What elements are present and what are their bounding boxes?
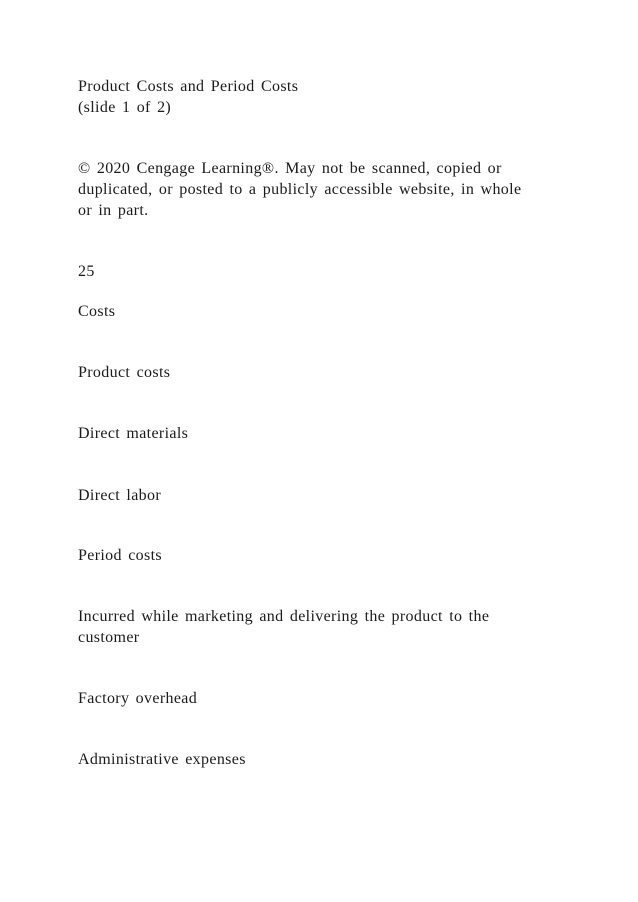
period-desc-line-2: customer (78, 629, 140, 646)
slide-number: 25 (78, 263, 95, 280)
slide-title: Product Costs and Period Costs (78, 78, 299, 95)
slide-subtitle: (slide 1 of 2) (78, 99, 172, 116)
item-period-costs: Period costs (78, 547, 162, 564)
item-administrative-expenses: Administrative expenses (78, 751, 246, 768)
copyright-line-3: or in part. (78, 202, 149, 219)
period-desc-line-1: Incurred while marketing and delivering the product to the (78, 608, 490, 625)
item-costs: Costs (78, 303, 116, 320)
item-direct-materials: Direct materials (78, 425, 189, 442)
item-product-costs: Product costs (78, 364, 171, 381)
copyright-line-1: © 2020 Cengage Learning®. May not be scanned, copied or (78, 160, 502, 177)
item-factory-overhead: Factory overhead (78, 690, 198, 707)
copyright-line-2: duplicated, or posted to a publicly accessible website, in whole (78, 181, 522, 198)
item-direct-labor: Direct labor (78, 487, 162, 504)
